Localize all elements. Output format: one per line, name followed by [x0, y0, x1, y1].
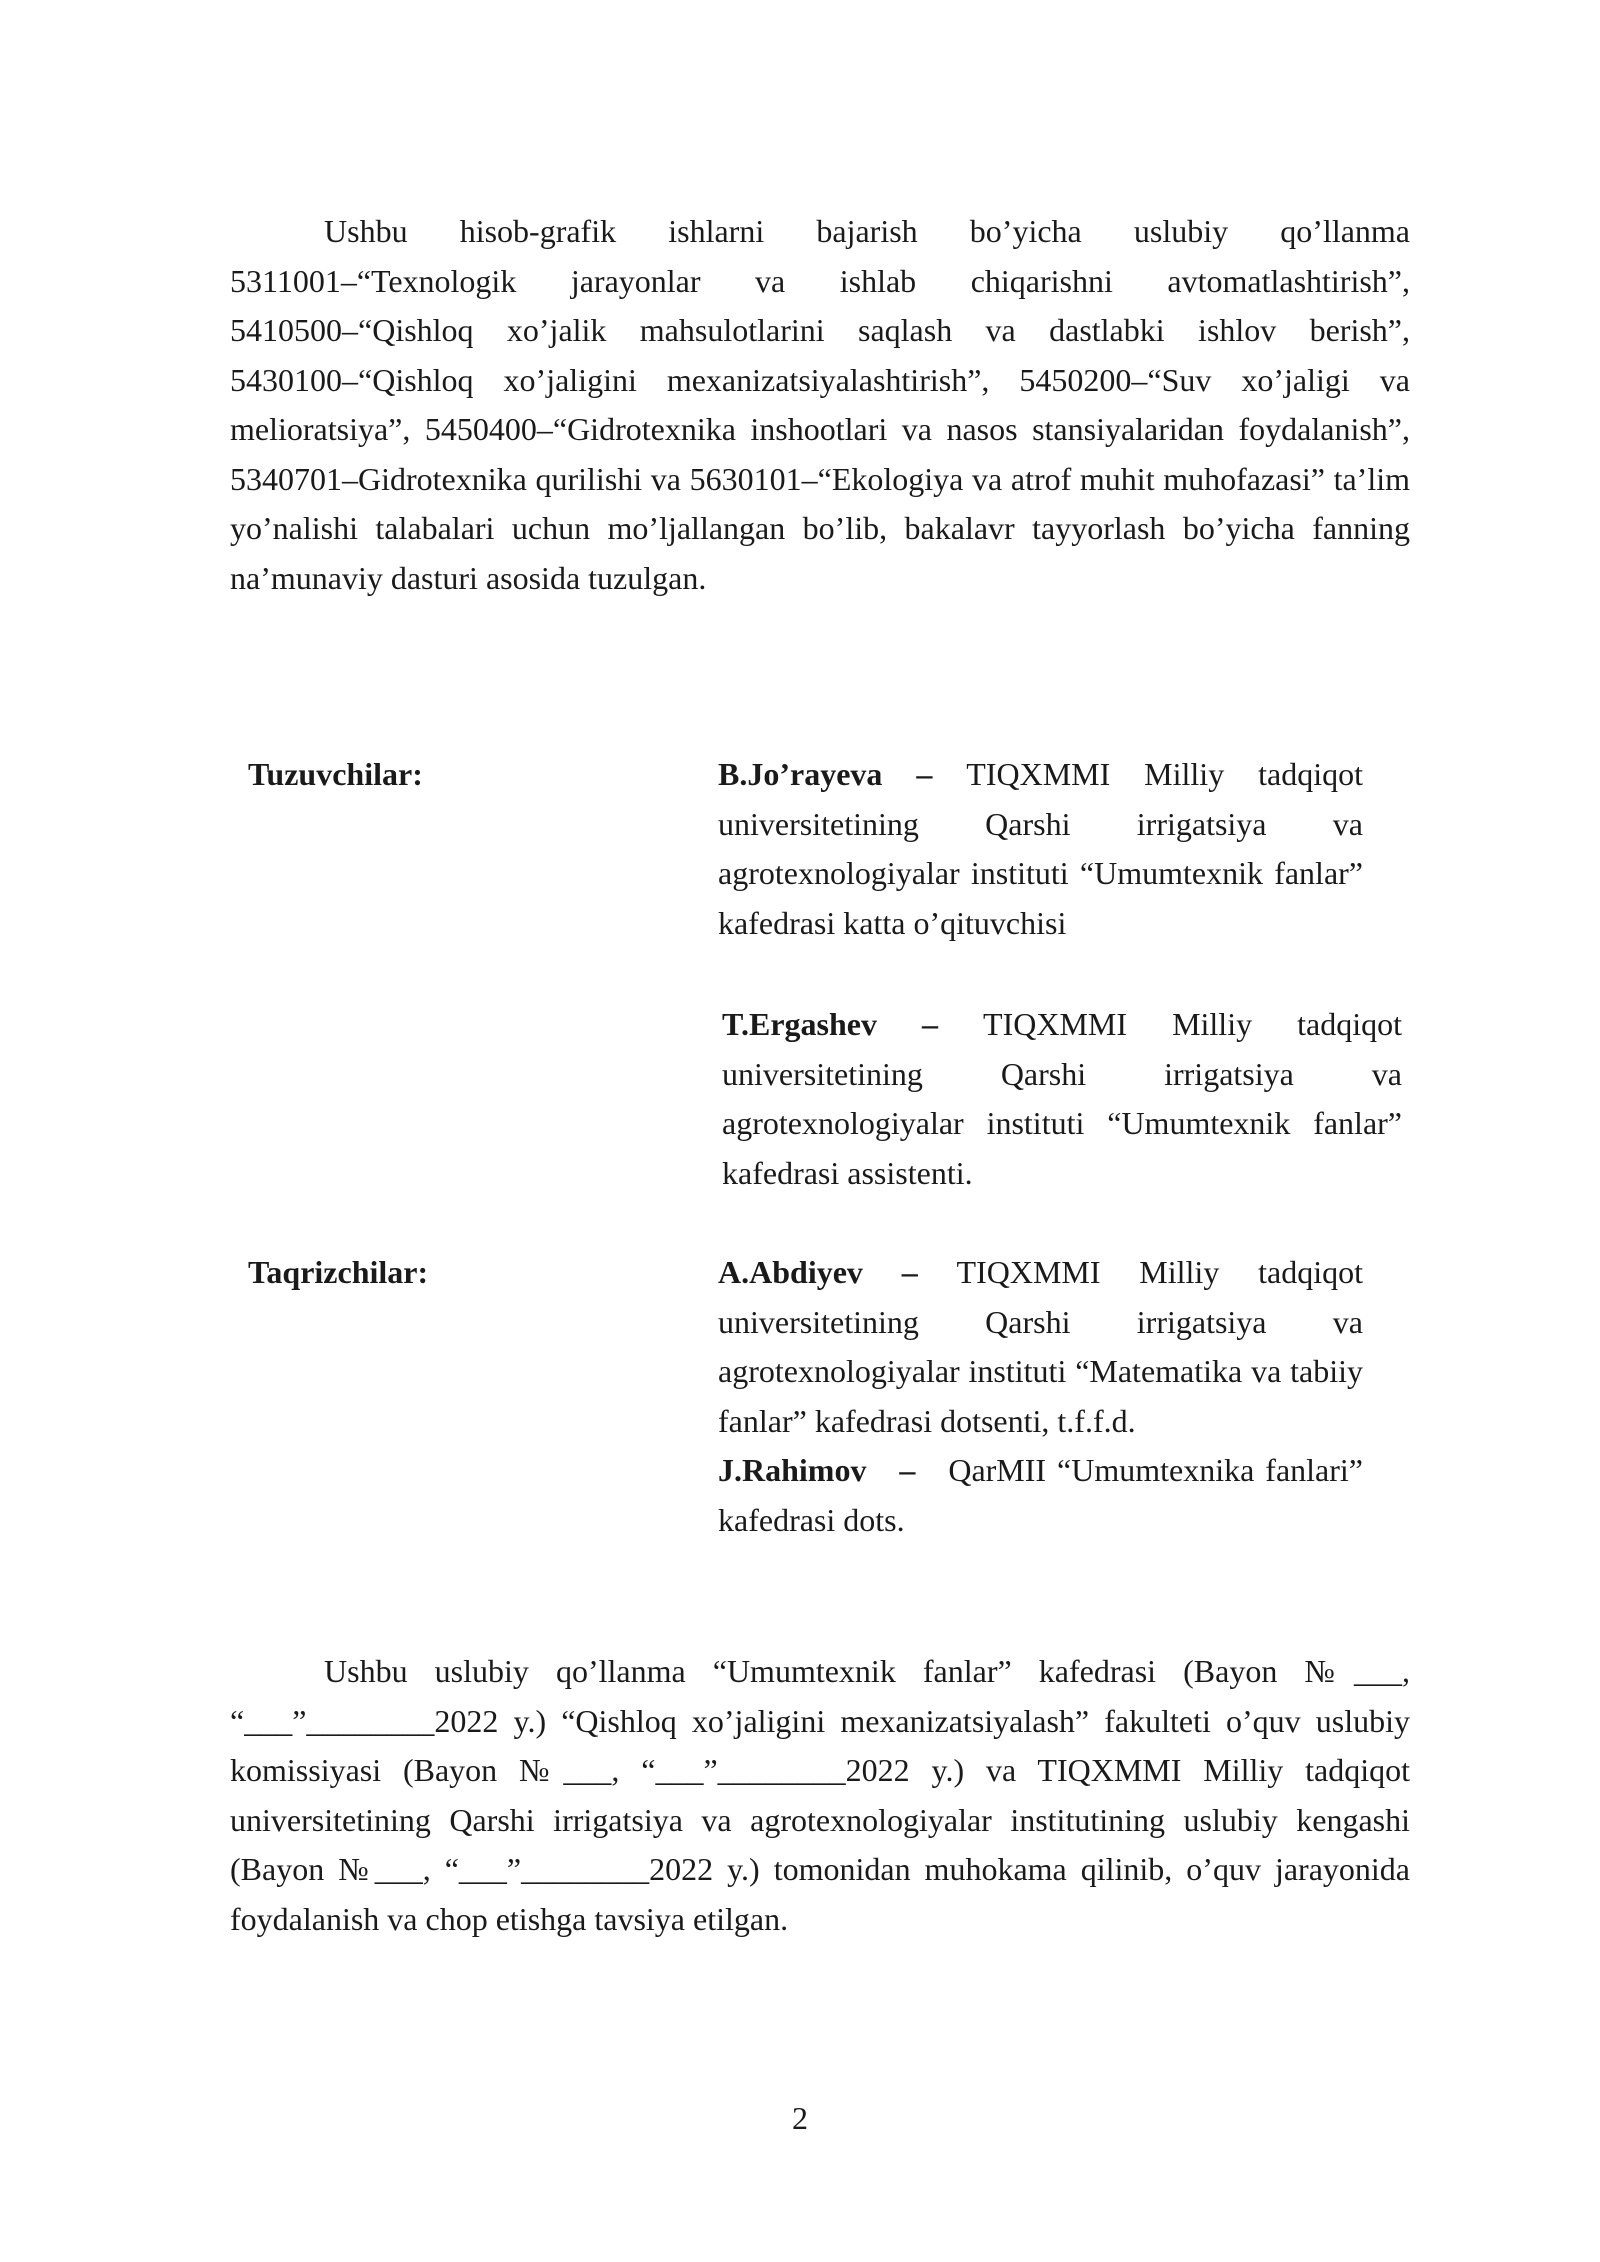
intro-text: Ushbu hisob-grafik ishlarni bajarish bo’yicha uslubiy qo’llanma 5311001–“Texnologik jarayonlar va ishlab chiqarishni avtomatlashtirish”, 5410500–“Qishloq xo’jalik mahsulotlarini saqlash va dastlabki ishlov berish”, 5430100–“Qishloq xo’jaligini mexanizatsiyalashtirish”, 5450200–“Suv xo’jaligi va melioratsiya”, 5450400–“Gidrotexnika inshootlari va nasos stansiyalaridan foydalanish”, 5340701–Gidrotexnika qurilishi va 5630101–“Ekologiya va atrof muhit muhofazasi” ta’lim yo’nalishi talabalari uchun mo’ljallangan bo’lib, bakalavr tayyorlash bo’yicha fanning na’munaviy dasturi asosida tuzulgan. [230, 213, 1410, 596]
reviewer-desc-1: TIQXMMI Milliy tadqiqot universitetining Qarshi irrigatsiya va agrotexnologiyalar instituti “Matematika va tabiiy fanlar” kafedrasi dotsenti, t.f.f.d. [718, 1254, 1363, 1439]
reviewer-name-1: A.Abdiyev [718, 1254, 863, 1290]
reviewer-name-2: J.Rahimov [718, 1452, 867, 1488]
compiler-dash-1: – [882, 756, 967, 792]
reviewer-dash-2: – [866, 1452, 949, 1488]
intro-paragraph [230, 207, 1410, 603]
approval-text: Ushbu uslubiy qo’llanma “Umumtexnik fanlar” kafedrasi (Bayon №___, “___”________2022 y.) “Qishloq xo’jaligini mexanizatsiyalash” fakulteti o’quv uslubiy komissiyasi (Bayon №___, “___”________2022 y.) va TIQXMMI Milliy tadqiqot universitetining Qarshi irrigatsiya va agrotexnologiyalar institutining uslubiy kengashi (Bayon №___, “___”________2022 y.) tomonidan muhokama qilinib, o’quv jarayonida foydalanish va chop etishga tavsiya etilgan. [230, 1653, 1410, 1937]
compiler-name-2: T.Ergashev [722, 1006, 877, 1042]
reviewer-entry-2 [718, 1446, 1363, 1545]
compilers-label: Tuzuvchilar: [248, 756, 423, 792]
reviewer-dash-1: – [862, 1254, 957, 1290]
compiler-name-1: B.Jo’rayeva [718, 756, 883, 792]
reviewers-label: Taqrizchilar: [248, 1254, 429, 1290]
reviewer-desc-2: QarMII “Umumtexnika fanlari” kafedrasi dots. [718, 1452, 1364, 1538]
compiler-desc-1: TIQXMMI Milliy tadqiqot universitetining Qarshi irrigatsiya va agrotexnologiyalar instituti “Umumtexnik fanlar” kafedrasi katta o’qituvchisi [718, 756, 1363, 941]
compiler-dash-2: – [876, 1006, 984, 1042]
compiler-entry-1 [718, 750, 1363, 948]
approval-paragraph [230, 1647, 1410, 1944]
reviewer-entry-1 [718, 1248, 1363, 1446]
page-number: 2 [792, 2100, 808, 2136]
compiler-entry-2 [722, 1000, 1402, 1198]
compiler-desc-2: TIQXMMI Milliy tadqiqot universitetining Qarshi irrigatsiya va agrotexnologiyalar instituti “Umumtexnik fanlar” kafedrasi assistenti. [722, 1006, 1402, 1191]
